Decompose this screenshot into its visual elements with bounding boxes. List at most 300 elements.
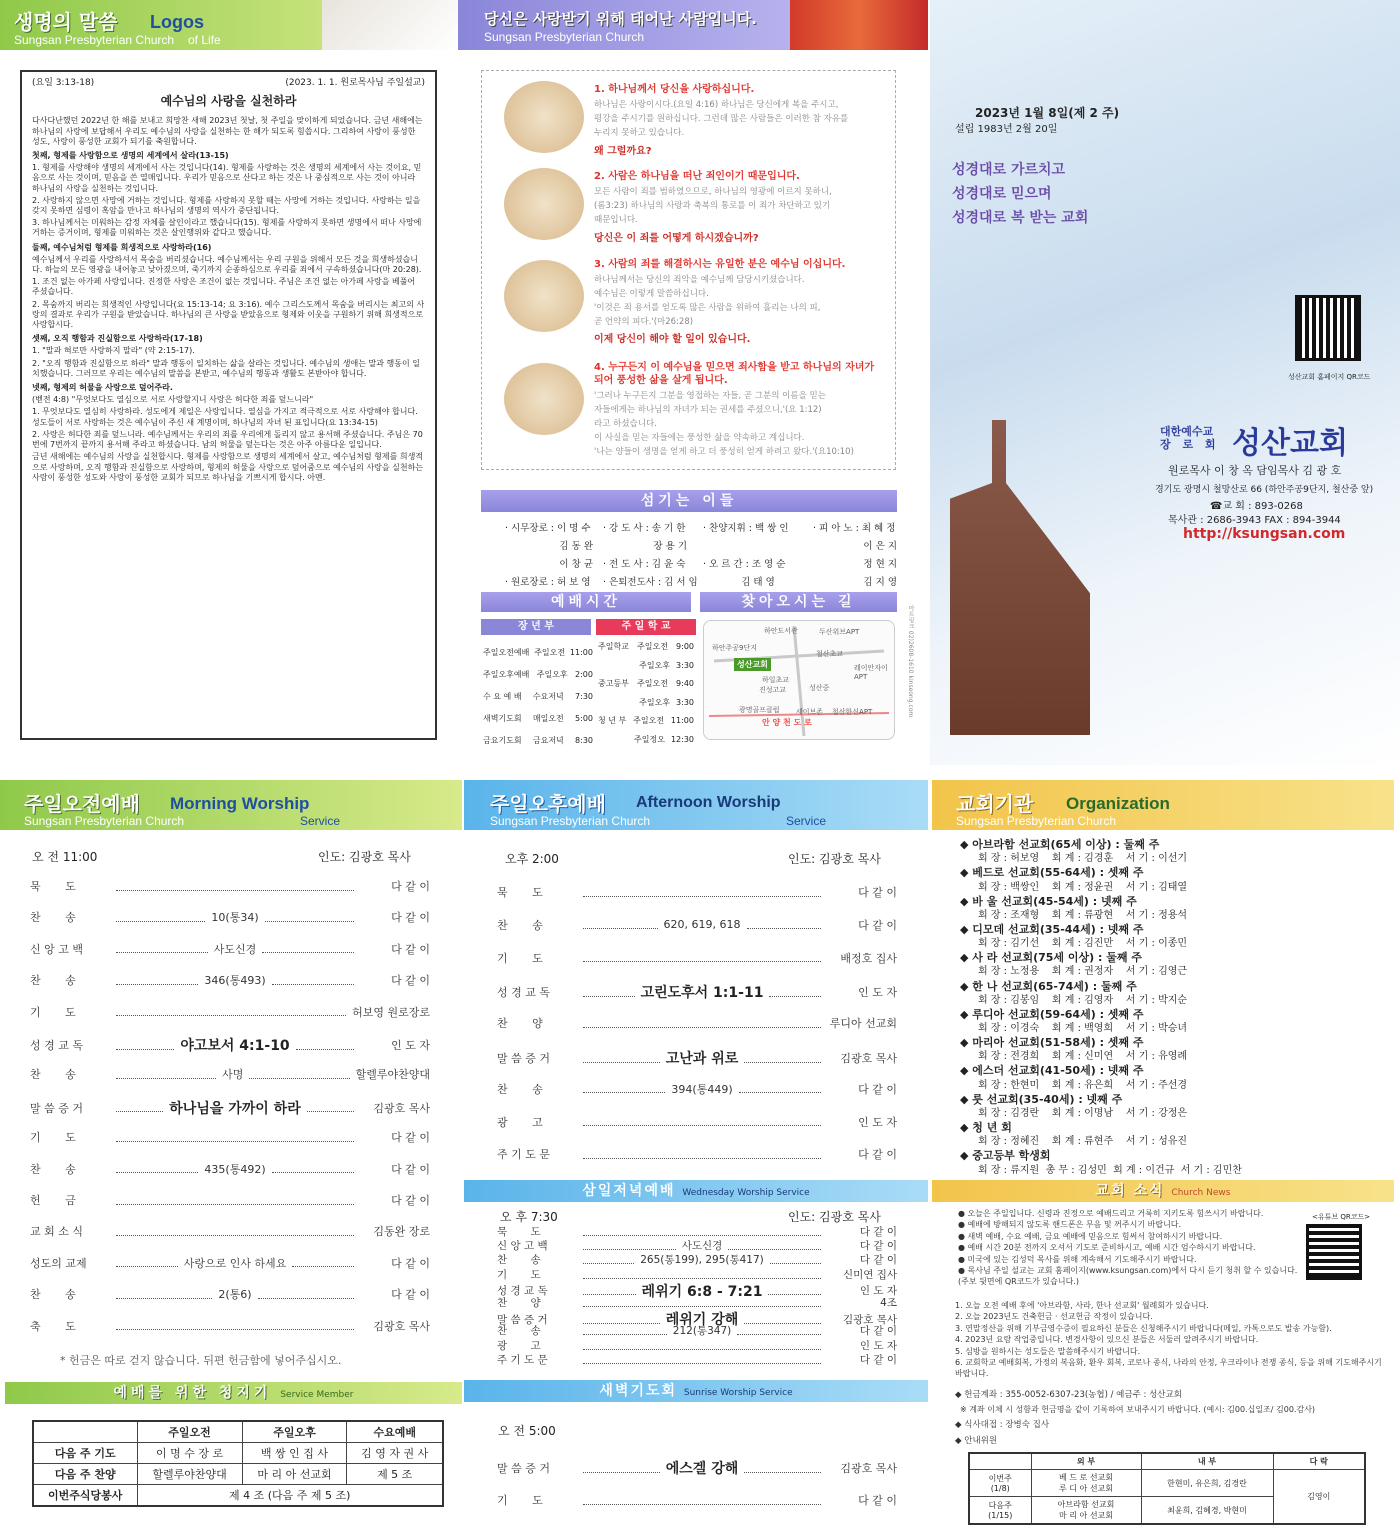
order-row <box>30 878 430 894</box>
cell: · 강 도 사 : 송 기 한 <box>603 523 686 534</box>
cover-mottos <box>952 158 1088 230</box>
order-item: 성 경 교 독 <box>497 986 550 1000</box>
leader-dots <box>116 1078 216 1079</box>
youtube-qr-icon[interactable] <box>1306 1224 1362 1280</box>
leader-dots <box>272 1172 354 1173</box>
cell: 매일오전 <box>532 714 564 723</box>
news-numbered <box>955 1300 1383 1380</box>
td: 최윤희, 김혜경, 박현미 <box>1141 1497 1273 1525</box>
org-name: ◆ 사 라 선교회(75세 이상) : 둘째 주 <box>960 951 1142 965</box>
sermon-box <box>20 70 437 740</box>
order-item: 찬 양 <box>497 1017 543 1031</box>
line: '그러나 누구든지 그분을 영접하는 자들, 곧 그분의 이름을 믿는 <box>594 391 826 401</box>
cell: 5:00 <box>575 714 593 723</box>
order-detail: 고난과 위로 <box>665 1051 739 1067</box>
org-members: 회 장 : 김경란 회 계 : 이명남 서 기 : 강정은 <box>978 1107 1188 1119</box>
order-detail: 사도신경 <box>681 1240 723 1253</box>
order-person: 인 도 자 <box>391 1039 431 1052</box>
leader-dots <box>583 1158 821 1159</box>
line: 자들에게는 하나님의 자녀가 되는 권세를 주셨으니,'(요 1:12) <box>594 405 822 415</box>
leader-dots <box>737 1334 821 1335</box>
cell <box>703 538 813 556</box>
order-person: 다 같 이 <box>858 918 898 932</box>
children-illustration-icon <box>504 363 584 435</box>
order-row <box>497 1252 897 1267</box>
cell: · 원로장로 : 허 보 영 <box>505 577 591 588</box>
school-times <box>598 638 694 749</box>
tulip-decoration <box>790 0 928 50</box>
love-sub: Sungsan Presbyterian Church <box>484 30 645 44</box>
org-members: 회 장 : 조재형 회 계 : 류광현 서 기 : 정용석 <box>978 909 1188 921</box>
order-row <box>497 1267 897 1282</box>
order-person: 다 같 이 <box>859 1240 898 1253</box>
order-row <box>30 1161 430 1177</box>
cell: · 시무장로 : 이 명 수 <box>505 523 591 534</box>
cell: 주일정오 <box>634 734 665 744</box>
morning-time: 오 전 11:00 <box>32 850 98 864</box>
cross-illustration-icon <box>504 168 584 240</box>
map-label: 레이안자이APT <box>854 664 888 681</box>
cell: 김 지 영 <box>863 577 897 588</box>
order-detail: 레위기 6:8 - 7:21 <box>641 1283 763 1300</box>
order-row <box>497 950 897 966</box>
homepage-qr-icon[interactable] <box>1295 295 1361 361</box>
cell: 2:00 <box>575 670 593 679</box>
order-person: 다 같 이 <box>858 1494 897 1507</box>
leader-dots <box>583 1027 821 1028</box>
order-detail: 2(통6) <box>218 1288 252 1302</box>
order-person: 다 같 이 <box>391 974 431 988</box>
order-row <box>497 917 897 933</box>
leader-dots <box>583 928 658 929</box>
org-banner <box>932 780 1394 830</box>
line: '이것은 죄 용서를 얻도록 많은 사람을 위하여 흘리는 나의 피, <box>594 303 821 313</box>
servers-table <box>505 520 897 592</box>
leader-dots <box>739 1092 821 1093</box>
dawn-en: Sunrise Worship Service <box>683 1388 793 1398</box>
leader-dots <box>116 1266 178 1267</box>
cell: 장 용 기 <box>653 541 687 552</box>
cell: 주일오후 <box>536 670 568 679</box>
servants-table <box>32 1420 444 1507</box>
order-item: 성 경 교 독 <box>497 1285 548 1298</box>
org-members: 회 장 : 정혜진 회 계 : 류현주 서 기 : 성유진 <box>978 1136 1188 1148</box>
leader-dots <box>292 1266 354 1267</box>
sermon-ref: (요일 3:13-18) <box>32 78 95 88</box>
order-person: 김광호 목사 <box>840 1462 897 1475</box>
morning-sub2: Service <box>300 814 341 828</box>
map-label: 하안도서관 <box>764 627 798 635</box>
map-box <box>703 620 895 740</box>
logos-sub2: of Life <box>188 33 221 47</box>
logos-banner <box>0 0 322 50</box>
servants-title: 예배를 위한 청지기 <box>113 1385 272 1401</box>
gospel-title: 1. 하나님께서 당신을 사랑하십니다. <box>594 84 755 95</box>
td: 한현미, 유은희, 김경란 <box>1141 1470 1273 1497</box>
leader-dots <box>583 1278 821 1279</box>
th: 외 부 <box>1031 1453 1141 1470</box>
news-bullet: (주보 뒷면에 QR코드가 있습니다.) <box>958 1277 1080 1287</box>
order-person: 다 같 이 <box>859 1226 897 1238</box>
sermon-paragraph: 금년 새해에는 예수님의 사랑을 실천합시다. 형제를 사랑함으로 생명의 세계에서 살고, 예수님처럼 형제를 희생적으로 사랑하며, 오직 행함과 진실함으로 사랑하며, 형제의 허물을 사랑으로 덮어줌으로 예수님의 사랑을 실천하는 사람이 풍성한 성도와 사랑이 풍성한 교회가 되므로 하나님을 기쁘시게 합시다. 아멘. <box>32 452 424 482</box>
cell: 9:40 <box>676 679 694 688</box>
news-item: 1. 오늘 오전 예배 후에 '아브라함, 사라, 한나 선교회' 월례회가 있습니다. <box>955 1301 1209 1310</box>
servants-sub: Service Member <box>280 1390 354 1400</box>
leader-dots <box>583 1306 821 1307</box>
leader-dots <box>744 1472 821 1473</box>
order-person: 다 같 이 <box>391 1131 430 1145</box>
org-item <box>960 923 1187 951</box>
leader-dots <box>258 1298 354 1299</box>
org-name: ◆ 바 울 선교회(45-54세) : 넷째 주 <box>960 894 1137 908</box>
morning-title: 주일오전예배 <box>24 792 140 816</box>
org-members: 회 장 : 김봉임 회 계 : 김영자 서 기 : 박지순 <box>978 994 1188 1006</box>
order-detail: 고린도후서 1:1-11 <box>640 985 764 1002</box>
cell: 주일오전 <box>534 648 566 657</box>
logos-en: Logos <box>150 12 204 32</box>
order-item: 찬 송 <box>30 1162 76 1176</box>
afternoon-time: 오후 2:00 <box>505 852 559 866</box>
order-item: 성도의 교제 <box>30 1256 87 1270</box>
line: '나는 양들이 생명을 얻게 하고 더 풍성히 얻게 하려고 왔다.'(요10:10) <box>594 447 854 457</box>
org-item <box>960 1093 1187 1121</box>
th: 주일오후 <box>242 1421 347 1443</box>
cell: 금요저녁 <box>532 736 564 745</box>
cell: 주일오후예배 <box>483 670 530 679</box>
order-person: 할렐루야찬양대 <box>355 1068 430 1082</box>
leader-dots <box>583 961 821 962</box>
leader-dots <box>770 1263 821 1264</box>
times-header: 예배시간 <box>481 592 691 612</box>
order-person: 다 같 이 <box>391 880 430 893</box>
org-name: ◆ 한 나 선교회(65-74세) : 둘째 주 <box>960 979 1137 993</box>
order-person: 다 같 이 <box>391 1194 430 1207</box>
td: 다음 주 기도 <box>33 1443 137 1464</box>
leader-dots <box>583 1263 634 1264</box>
guide: ◆ 안내위원 <box>955 1436 998 1446</box>
order-row <box>497 982 897 1002</box>
address: 경기도 광명시 철망산로 66 (하안주공9단지, 철산중 앞) <box>1155 485 1374 495</box>
order-row <box>30 941 430 957</box>
order-row <box>497 1114 897 1130</box>
news-en: Church News <box>1171 1188 1231 1198</box>
td: 할렐루야찬양대 <box>137 1464 242 1485</box>
order-item: 찬 송 <box>30 1288 76 1302</box>
motto: 성경대로 믿으며 <box>952 186 1052 202</box>
morning-en: Morning Worship <box>170 794 310 813</box>
order-row <box>497 1081 897 1097</box>
leader-dots <box>747 928 822 929</box>
cell: 주일오후 <box>639 697 671 707</box>
org-name: ◆ 아브라함 선교회(65세 이상) : 둘째 주 <box>960 838 1160 851</box>
wednesday-time: 오 후 7:30 <box>500 1210 558 1224</box>
sermon-paragraph: 2. 사랑하지 않으면 사망에 거하는 것입니다. 형제를 사랑하지 못할 때는 사망에 거하는 것입니다. 사랑하는 일을 갖지 못하면 심령이 혹암을 만나고 하나님의 생명의 역사가 중단됩니다. <box>32 195 421 216</box>
org-item <box>960 895 1187 923</box>
order-row <box>30 1223 430 1239</box>
sermon-paragraph: 둘째, 예수님처럼 형제를 희생적으로 사랑하라(16) <box>32 242 212 252</box>
order-person: 인 도 자 <box>859 1285 898 1298</box>
leader-dots <box>116 952 208 953</box>
morning-leader: 인도: 김광호 목사 <box>318 850 411 864</box>
pen-decoration <box>322 0 458 50</box>
cell: 주일오전 <box>637 679 668 688</box>
gospel-box <box>481 70 896 470</box>
order-person: 인 도 자 <box>858 1115 897 1129</box>
website-link[interactable]: http://ksungsan.com <box>1183 526 1346 542</box>
cell: 정 현 지 <box>863 559 897 570</box>
order-person: 다 같 이 <box>391 1162 431 1176</box>
th <box>33 1421 137 1443</box>
order-detail: 사도신경 <box>213 942 257 956</box>
leader-dots <box>116 1141 354 1142</box>
org-members: 회 장 : 한현미 회 계 : 유은희 서 기 : 주선경 <box>978 1079 1188 1091</box>
qr-label: 성산교회 홈페이지 QR코드 <box>1288 373 1371 381</box>
map-label: 성산중 <box>809 684 830 692</box>
order-item: 묵 도 <box>497 1226 541 1238</box>
cell: · 오 르 간 : 조 영 순 <box>703 559 786 570</box>
order-item: 기 도 <box>30 1131 76 1145</box>
order-item: 찬 양 <box>497 1297 541 1309</box>
motto: 성경대로 복 받는 교회 <box>952 210 1089 226</box>
cell: 주일오전 <box>637 642 668 651</box>
sermon-paragraph: 1. 형제를 사랑해야 생명의 세계에서 사는 것입니다(14). 형제를 사랑하는 것은 생명의 세계에서 사는 것이요, 믿음으로 사는 것이며, 믿음을 쓴 열매입니다. 우리가 믿음으로 산다고 하는 것은 나 중심적으로 사는 것이 아니라 하나님의 사랑을 실천하는 것입니다. <box>32 163 422 193</box>
td: 다음주 (1/15) <box>969 1497 1031 1525</box>
order-item: 묵 도 <box>30 880 76 893</box>
offering-note2: ※ 계좌 이체 시 성함과 헌금명을 같이 기록하여 보내주시기 바랍니다. (예시: 김00.십일조/ 김00.감사) <box>960 1405 1316 1414</box>
org-item <box>960 838 1187 866</box>
line: 평강을 주시기를 원하십니다. 그런데 많은 사람들은 이러한 참 자유를 <box>594 114 849 124</box>
cell: 11:00 <box>569 648 593 657</box>
order-row <box>497 1323 897 1338</box>
order-person: 다 같 이 <box>859 1254 898 1267</box>
org-name: ◆ 마리아 선교회(51-58세) : 셋째 주 <box>960 1036 1144 1050</box>
org-name: ◆ 디모데 선교회(35-44세) : 넷째 주 <box>960 922 1144 936</box>
news-header <box>932 1180 1394 1202</box>
order-person: 다 같 이 <box>391 1288 430 1302</box>
org-members: 회 장 : 전경희 회 계 : 신미연 서 기 : 유영례 <box>978 1051 1188 1063</box>
cell: 청 년 부 <box>598 716 627 725</box>
th: 주일오전 <box>137 1421 242 1443</box>
order-row <box>30 972 430 988</box>
order-detail: 620, 619, 618 <box>663 918 741 932</box>
order-row <box>497 1015 897 1031</box>
church-marker: 성산교회 <box>734 658 771 671</box>
news-bullet: ● 예배에 방해되지 않도록 핸드폰은 무음 및 꺼주시기 바랍니다. <box>958 1220 1182 1230</box>
order-detail: 265(통199), 295(통417) <box>640 1254 764 1267</box>
order-item: 광 고 <box>497 1339 541 1352</box>
leader-dots <box>583 1235 821 1236</box>
leader-dots <box>583 1125 821 1126</box>
cell: 주일학교 <box>598 642 629 651</box>
meal: ◆ 식사대접 : 장병숙 집사 <box>955 1420 1050 1430</box>
gospel-ask: 왜 그럴까요? <box>594 146 652 157</box>
line: 이 사실을 믿는 자들에는 풍성한 삶을 약속하고 계십니다. <box>594 433 805 443</box>
church-name: 성산교회 <box>1232 426 1348 461</box>
org-item <box>960 980 1187 1008</box>
order-item: 교 회 소 식 <box>30 1225 83 1239</box>
org-members: 회 장 : 허보영 회 계 : 김경훈 서 기 : 이선기 <box>978 853 1188 865</box>
org-item <box>960 1008 1187 1036</box>
news-title: 교회 소식 <box>1095 1183 1165 1199</box>
order-row <box>497 1352 897 1367</box>
news-item: 4. 2023년 요람 작업중입니다. 변경사항이 있으신 분들은 서둘러 알려주시기 바랍니다. <box>955 1335 1259 1345</box>
cover-date: 2023년 1월 8일(제 2 주) <box>975 106 1120 120</box>
map-label: 철산한신APT <box>832 708 873 716</box>
afternoon-sub2: Service <box>786 814 827 828</box>
afternoon-title: 주일오후예배 <box>490 792 606 816</box>
afternoon-sub: Sungsan Presbyterian Church <box>490 814 651 828</box>
org-members: 회 장 : 이경숙 회 계 : 백영희 서 기 : 박승녀 <box>978 1023 1188 1034</box>
map-label: 두산위브APT <box>819 628 860 636</box>
cell: 이 은 지 <box>863 541 897 552</box>
leader-dots <box>116 1172 198 1173</box>
leader-dots <box>583 1363 821 1364</box>
order-row <box>30 909 430 925</box>
leader-dots <box>307 1111 354 1112</box>
map-header: 찾아오시는 길 <box>700 592 897 612</box>
cell: 12:30 <box>670 734 694 744</box>
cell: 중고등부 <box>598 679 629 688</box>
org-item <box>960 951 1187 979</box>
leader-dots <box>583 1249 676 1250</box>
th <box>969 1453 1031 1470</box>
order-person: 다 같 이 <box>858 1082 898 1096</box>
servants-header <box>5 1382 462 1404</box>
leader-dots <box>583 1349 821 1350</box>
news-bullet: ● 목사님 주일 설교는 교회 홈페이지(www.ksungsan.com)에서 다시 듣기 청취 할 수 있습니다. <box>958 1266 1298 1276</box>
order-person: 다 같 이 <box>859 1325 898 1338</box>
youtube-qr-label: <유튜브 QR코드> <box>1312 1213 1371 1221</box>
love-banner <box>458 0 790 50</box>
order-row <box>30 1192 430 1208</box>
org-title: 교회기관 <box>956 792 1034 816</box>
order-item: 찬 송 <box>30 1068 76 1082</box>
leader-dots <box>583 896 821 897</box>
line: 때문입니다. <box>594 215 638 225</box>
order-item: 축 도 <box>30 1319 76 1333</box>
cell: 8:30 <box>575 736 593 745</box>
leader-dots <box>262 952 354 953</box>
line: 곧 언약의 피다.'(마26:28) <box>594 317 694 327</box>
order-detail: 212(통347) <box>672 1325 732 1338</box>
leader-dots <box>116 1015 346 1016</box>
cell: · 은퇴전도사 : 김 서 임 <box>603 577 698 588</box>
order-item: 찬 송 <box>497 1325 541 1338</box>
wednesday-header <box>464 1180 928 1202</box>
sermon-paragraph: 2. 목숨까지 버리는 희생적인 사랑입니다(요 15:13-14; 요 3:16). 예수 그리스도께서 목숨을 버리시는 최고의 사랑의 결과로 우리가 구원을 받았습니다. 하나님의 큰 사랑을 받았음으로 형제와 이웃을 구원하기 위해 희생적으로 사랑합시다. <box>32 299 425 330</box>
dawn-time: 오 전 5:00 <box>498 1424 556 1438</box>
order-row <box>30 1066 430 1082</box>
order-item: 기 도 <box>497 1494 543 1507</box>
jesus-illustration-icon <box>504 81 584 153</box>
order-person: 신미연 집사 <box>842 1268 897 1281</box>
order-row <box>497 1146 897 1162</box>
line: 누리지 못하고 있습니다. <box>594 128 685 138</box>
td: 이번주식당봉사 <box>33 1485 137 1507</box>
td: 이번주 (1/8) <box>969 1470 1031 1497</box>
sermon-paragraph: 1. 무엇보다도 열심히 사랑하라. 성도에게 제일은 사랑입니다. 열심을 가지고 적극적으로 서로 사랑해야 합니다. 성도들이 서로 사랑하는 것은 예수님이 주신 새 계명이며, 하나님의 자녀 된 표입니다(요 13:34-15) <box>32 407 418 427</box>
cell: · 피 아 노 : 최 혜 정 <box>813 523 896 534</box>
order-person: 김광호 목사 <box>373 1101 430 1115</box>
cell: 3:30 <box>676 697 694 707</box>
leader-dots <box>116 984 198 985</box>
leader-dots <box>116 1329 354 1330</box>
sermon-paragraph: 3. 하나님께서는 미워하는 감정 자체를 살인이라고 했습니다(15). 형제를 사랑하지 못하면 생명에서 떠나 사망에 거하는 증거이며, 형제를 미워하는 것은 살인행위와 같다고 했습니다. <box>32 218 422 238</box>
org-members: 회 장 : 노정용 회 계 : 권정자 서 기 : 김영근 <box>978 966 1188 978</box>
order-item: 신 앙 고 백 <box>30 942 83 956</box>
sermon-paragraph: 넷째, 형제의 허물을 사랑으로 덮어주라. <box>32 383 173 393</box>
leader-dots <box>116 890 354 891</box>
org-item <box>960 1149 1242 1177</box>
td: 백 쌍 인 집 사 <box>242 1443 347 1464</box>
guide-table <box>968 1452 1366 1525</box>
sermon-paragraph: 2. 사랑은 허다한 죄를 덮느니라. 예수님께서는 우리의 죄를 우리에게 돌리지 않고 용서해 주셨습니다. 주님은 70번에 7번까지 끝까지 용서해 주라고 하셨습니다. 남의 허물을 덮는다는 것은 아주 아름다운 일입니다. <box>32 429 423 450</box>
order-item: 기 도 <box>497 1268 541 1281</box>
order-detail: 사랑으로 인사 하세요 <box>183 1256 287 1270</box>
cell: 11:00 <box>670 716 694 725</box>
cell: · 전 도 사 : 김 윤 숙 <box>603 559 686 570</box>
wednesday-leader: 인도: 김광호 목사 <box>788 1210 881 1224</box>
order-item: 찬 송 <box>497 1254 541 1267</box>
map-label: 광명골프클럽 <box>739 706 780 714</box>
order-item: 기 도 <box>497 951 543 965</box>
order-row <box>30 1286 430 1302</box>
news-bullet: ● 오늘은 주일입니다. 신령과 진정으로 예배드리고 거룩히 지키도록 힘쓰시기 바랍니다. <box>958 1209 1264 1218</box>
order-person: 다 같 이 <box>391 911 431 925</box>
order-person: 김동완 장로 <box>373 1225 430 1239</box>
sermon-paragraph: 1. "말과 혀로만 사랑하지 말라" (약 2:15-17). <box>32 346 195 356</box>
order-row <box>497 1224 897 1239</box>
line: 예수님은 이렇게 말씀하십니다. <box>594 289 709 299</box>
cell: 수 요 예 배 <box>483 692 522 701</box>
cell: 주일오전 <box>633 716 665 725</box>
cell: 주일오전예배 <box>483 648 530 657</box>
leader-dots <box>116 1049 174 1050</box>
order-row <box>497 1458 897 1478</box>
afternoon-banner <box>464 780 928 830</box>
school-header: 주 일 학 교 <box>596 619 696 635</box>
order-item: 말 씀 증 거 <box>497 1052 550 1065</box>
line: 모든 사람이 죄를 범하였으므로, 하나님의 영광에 이르지 못하니, <box>594 187 832 197</box>
cell: 7:30 <box>575 692 593 701</box>
cell: 9:00 <box>676 642 694 651</box>
leader-dots <box>116 1235 354 1236</box>
denom-line: 장 로 회 <box>1160 438 1220 451</box>
order-item: 찬 송 <box>497 1082 543 1096</box>
th: 내 부 <box>1141 1453 1273 1470</box>
line: 라고 하셨습니다. <box>594 419 657 429</box>
gospel-title: 2. 사람은 하나님을 떠난 죄인이기 때문입니다. <box>594 171 800 182</box>
wednesday-title: 삼일저녁예배 <box>582 1183 676 1199</box>
org-name: ◆ 청 년 회 <box>960 1121 1012 1134</box>
morning-banner <box>0 780 462 830</box>
td: 제 5 조 <box>347 1464 443 1485</box>
wednesday-en: Wednesday Worship Service <box>682 1188 810 1198</box>
gospel-body <box>594 389 884 459</box>
leader-dots <box>769 996 821 997</box>
order-row <box>30 1004 430 1020</box>
cell: 3:30 <box>676 660 694 670</box>
order-detail: 10(통34) <box>211 911 259 925</box>
order-item: 신 앙 고 백 <box>497 1240 548 1253</box>
news-bullet: ● 예배 시간 20분 전까지 오셔서 기도로 준비하시고, 예배 시간 엄수하시기 바랍니다. <box>958 1243 1256 1253</box>
order-person: 김광호 목사 <box>373 1319 430 1333</box>
leader-dots <box>272 984 354 985</box>
sermon-paragraph: 2. "오직 행함과 진실함으로 하라" 말과 행동이 일치하는 삶을 살라는 것입니다. 예수님의 생애는 말과 행동이 일치했습니다. 그러므로 우리는 예수님의 말씀을 본받고, 예수님의 행동과 생활도 본받아야 합니다. <box>32 358 420 378</box>
news-bullet: ● 미국에 있는 김성덕 목사를 위해 계속해서 기도해주시기 바랍니다. <box>958 1254 1197 1264</box>
order-detail: 394(통449) <box>671 1082 733 1096</box>
sermon-date: (2023. 1. 1. 원로목사님 주일설교) <box>285 78 425 88</box>
